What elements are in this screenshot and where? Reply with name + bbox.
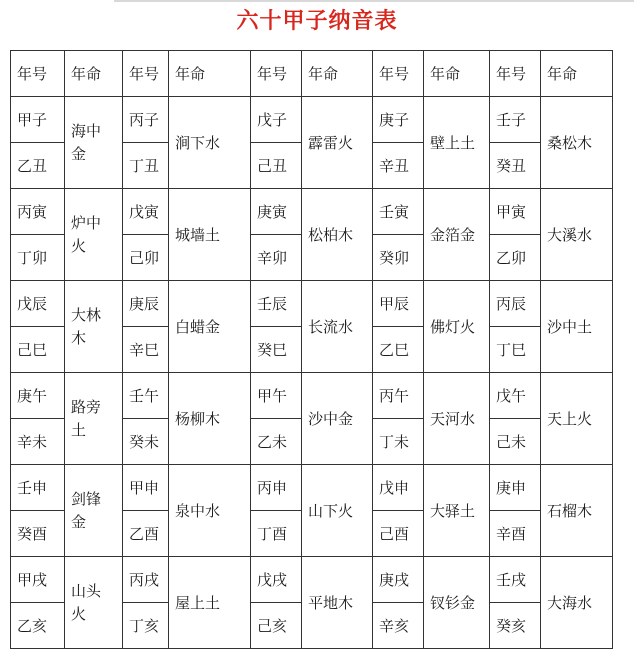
nayin-cell: 桑松木 [541,97,613,189]
nayin-cell [65,465,123,557]
year-cell: 戊申 [373,465,424,511]
year-cell: 庚辰 [123,281,169,327]
nayin-cell [65,189,123,281]
header-row [11,51,613,97]
year-cell: 丁丑 [123,143,169,189]
nayin-cell: 城墙土 [169,189,251,281]
year-cell: 癸巳 [251,327,302,373]
year-cell: 壬子 [490,97,541,143]
nayin-text: 炉中火 [71,213,102,255]
nayin-cell: 长流水 [302,281,373,373]
year-cell: 己巳 [11,327,65,373]
header-cell-nayin: 年命 [424,51,490,97]
nayin-cell [65,373,123,465]
year-cell: 甲戌 [11,557,65,603]
year-cell: 辛卯 [251,235,302,281]
year-cell: 辛未 [11,419,65,465]
nayin-cell: 大溪水 [541,189,613,281]
nayin-cell: 钗钐金 [424,557,490,649]
year-cell: 己丑 [251,143,302,189]
nayin-cell: 泉中水 [169,465,251,557]
year-cell: 乙丑 [11,143,65,189]
nayin-cell: 杨柳木 [169,373,251,465]
year-cell: 甲申 [123,465,169,511]
year-cell: 乙巳 [373,327,424,373]
page-title: 六十甲子纳音表 [236,8,398,34]
nayin-cell [65,281,123,373]
nayin-table [10,50,613,649]
year-cell: 庚子 [373,97,424,143]
year-cell: 辛亥 [373,603,424,649]
year-cell: 壬戌 [490,557,541,603]
year-cell: 甲子 [11,97,65,143]
year-cell: 壬申 [11,465,65,511]
nayin-text: 路旁土 [71,397,102,439]
year-cell: 己酉 [373,511,424,557]
year-cell: 戊辰 [11,281,65,327]
table-row [11,373,613,419]
header-cell-nayin: 年命 [302,51,373,97]
year-cell: 癸卯 [373,235,424,281]
year-cell: 庚寅 [251,189,302,235]
year-cell: 乙亥 [11,603,65,649]
nayin-cell: 涧下水 [169,97,251,189]
year-cell: 丁巳 [490,327,541,373]
nayin-cell: 大海水 [541,557,613,649]
table-row [11,557,613,603]
nayin-cell: 大驿土 [424,465,490,557]
nayin-cell [65,97,123,189]
header-cell-year: 年号 [123,51,169,97]
year-cell: 戊午 [490,373,541,419]
header-cell-nayin: 年命 [169,51,251,97]
nayin-cell: 金箔金 [424,189,490,281]
nayin-cell: 松柏木 [302,189,373,281]
table-row [11,97,613,143]
year-cell: 己亥 [251,603,302,649]
year-cell: 乙酉 [123,511,169,557]
year-cell: 丙午 [373,373,424,419]
year-cell: 庚申 [490,465,541,511]
year-cell: 戊寅 [123,189,169,235]
year-cell: 戊子 [251,97,302,143]
year-cell: 甲寅 [490,189,541,235]
nayin-cell [65,557,123,649]
year-cell: 辛酉 [490,511,541,557]
year-cell: 甲辰 [373,281,424,327]
nayin-cell: 山下火 [302,465,373,557]
year-cell: 癸丑 [490,143,541,189]
year-cell: 辛巳 [123,327,169,373]
year-cell: 丁卯 [11,235,65,281]
nayin-text: 大林木 [71,305,102,347]
year-cell: 丁亥 [123,603,169,649]
nayin-cell: 白蜡金 [169,281,251,373]
year-cell: 癸未 [123,419,169,465]
year-cell: 癸亥 [490,603,541,649]
header-cell-year: 年号 [490,51,541,97]
nayin-cell: 佛灯火 [424,281,490,373]
year-cell: 壬寅 [373,189,424,235]
year-cell: 丙辰 [490,281,541,327]
header-cell-nayin: 年命 [65,51,123,97]
year-cell: 丙寅 [11,189,65,235]
year-cell: 壬午 [123,373,169,419]
year-cell: 丙申 [251,465,302,511]
year-cell: 丙戌 [123,557,169,603]
nayin-cell: 屋上土 [169,557,251,649]
year-cell: 丁酉 [251,511,302,557]
year-cell: 辛丑 [373,143,424,189]
year-cell: 癸酉 [11,511,65,557]
nayin-cell: 壁上土 [424,97,490,189]
year-cell: 壬辰 [251,281,302,327]
nayin-cell: 沙中土 [541,281,613,373]
table-row [11,189,613,235]
nayin-cell: 天河水 [424,373,490,465]
top-divider-line [114,0,634,2]
year-cell: 己卯 [123,235,169,281]
nayin-text: 剑锋金 [71,489,102,531]
year-cell: 丁未 [373,419,424,465]
year-cell: 戊戌 [251,557,302,603]
year-cell: 庚午 [11,373,65,419]
header-cell-nayin: 年命 [541,51,613,97]
header-cell-year: 年号 [11,51,65,97]
year-cell: 甲午 [251,373,302,419]
year-cell: 庚戌 [373,557,424,603]
year-cell: 丙子 [123,97,169,143]
nayin-cell: 天上火 [541,373,613,465]
table-row [11,281,613,327]
nayin-cell: 沙中金 [302,373,373,465]
header-cell-year: 年号 [251,51,302,97]
nayin-cell: 石榴木 [541,465,613,557]
year-cell: 乙未 [251,419,302,465]
nayin-cell: 霹雷火 [302,97,373,189]
year-cell: 己未 [490,419,541,465]
nayin-text: 山头火 [71,581,102,623]
table-row [11,465,613,511]
nayin-cell: 平地木 [302,557,373,649]
year-cell: 乙卯 [490,235,541,281]
header-cell-year: 年号 [373,51,424,97]
nayin-text: 海中金 [71,121,102,163]
